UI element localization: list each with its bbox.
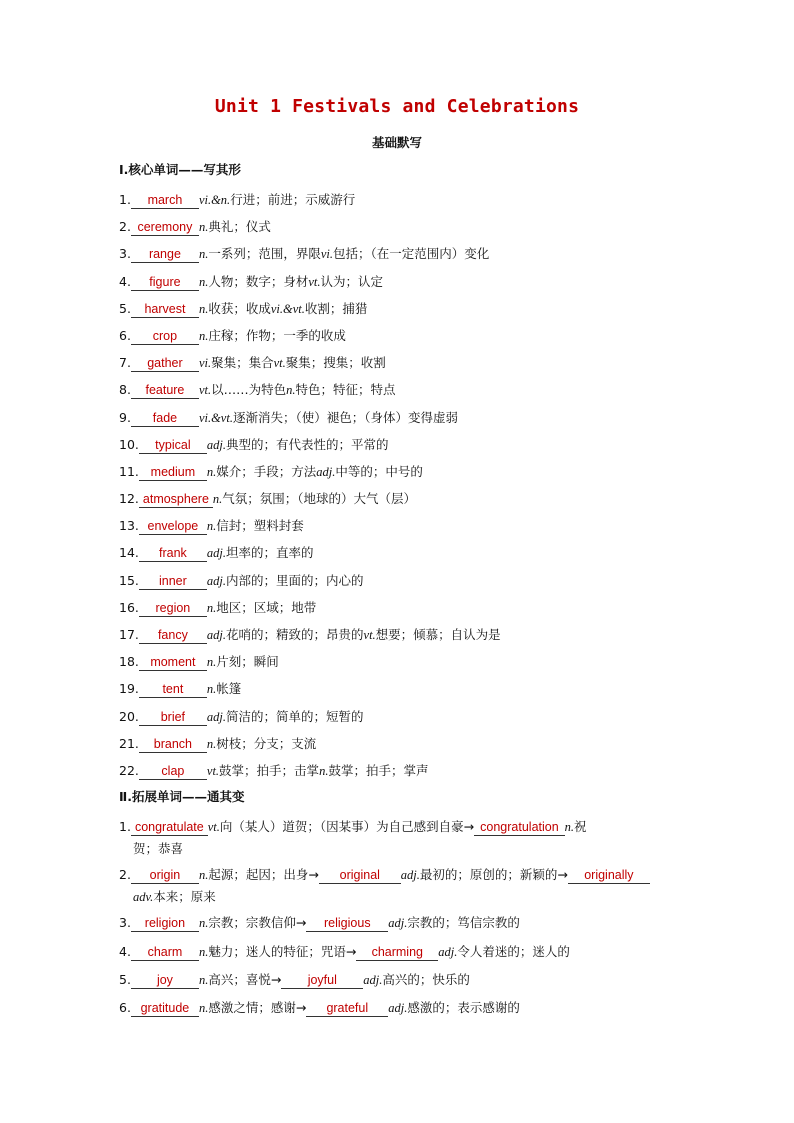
definition: 特色；特征；特点 (295, 382, 396, 398)
answer-blank-text: moment (150, 655, 196, 670)
answer-blank[interactable] (139, 438, 207, 454)
item-number: 10. (119, 436, 139, 452)
answer-blank[interactable] (139, 710, 207, 726)
answer-blank-text: joy (156, 972, 173, 987)
item-number: 3. (119, 246, 131, 262)
list-item (119, 861, 679, 909)
answer-blank-text: region (155, 600, 191, 615)
derived-answer-blank-text: religious (324, 916, 371, 931)
item-number: 1. (119, 819, 131, 834)
definition: 祝 (574, 819, 587, 834)
definition: 人物；数字；身材 (208, 273, 309, 289)
answer-blank[interactable] (131, 220, 199, 236)
list-item (119, 186, 679, 213)
derived-answer-blank-text: original (339, 868, 380, 883)
part-of-speech: n. (198, 301, 209, 316)
part-of-speech: n. (198, 247, 209, 262)
item-number: 11. (119, 463, 139, 479)
derived-answer-blank-text: originally (584, 868, 634, 883)
definition: 鼓掌；拍手；击掌 (219, 762, 320, 778)
definition: 高兴的；快乐的 (382, 971, 470, 987)
wrapped-line (119, 837, 679, 861)
part-of-speech: n. (564, 820, 575, 834)
answer-blank-text: range (148, 247, 181, 262)
item-number: 2. (119, 219, 131, 235)
list-item (119, 621, 679, 648)
definition: 感激之情；感谢→ (208, 1000, 307, 1016)
answer-blank-text: fade (152, 410, 178, 425)
section-heading-extended-words: Ⅱ.拓展单词——通其变 (119, 789, 245, 804)
answer-blank[interactable] (131, 275, 199, 291)
answer-blank[interactable] (131, 329, 199, 345)
item-number: 4. (119, 943, 131, 959)
answer-blank-text: fancy (157, 628, 188, 642)
definition: 典型的；有代表性的；平常的 (226, 436, 389, 452)
part-of-speech: n. (198, 220, 209, 235)
definition: 想要；倾慕；自认为是 (375, 627, 501, 642)
list-item (119, 539, 679, 566)
item-number: 1. (119, 192, 131, 207)
answer-blank-text: gratitude (140, 1001, 190, 1016)
part-of-speech: vi.&vt. (198, 410, 233, 425)
part-of-speech: vt. (206, 763, 220, 778)
part-of-speech: n. (198, 972, 209, 987)
answer-blank[interactable] (139, 655, 207, 671)
answer-blank[interactable] (131, 945, 199, 961)
answer-blank-text: ceremony (137, 220, 193, 235)
item-number: 9. (119, 409, 131, 425)
item-number: 14. (119, 545, 139, 561)
definition: 庄稼；作物；一季的收成 (208, 327, 346, 343)
definition: 感激的；表示感谢的 (407, 1000, 520, 1016)
derived-answer-blank[interactable] (306, 916, 388, 932)
derived-answer-blank[interactable] (319, 868, 401, 884)
item-number: 21. (119, 735, 139, 751)
list-item (119, 966, 679, 994)
part-of-speech: adj. (206, 709, 226, 724)
item-number: 3. (119, 915, 131, 931)
answer-blank-text: figure (149, 274, 181, 289)
list-item (119, 703, 679, 730)
part-of-speech: adj. (388, 1001, 408, 1016)
core-words-list (119, 186, 679, 784)
definition: 树枝；分支；支流 (216, 735, 317, 751)
answer-blank-text: gather (147, 356, 183, 371)
list-item (119, 994, 679, 1022)
part-of-speech: vt. (273, 356, 286, 371)
answer-blank-text: crop (152, 328, 178, 343)
derived-answer-blank-text: grateful (326, 1001, 369, 1016)
part-of-speech: adj. (206, 437, 226, 452)
derived-answer-blank[interactable] (568, 868, 650, 884)
part-of-speech: n. (206, 519, 217, 534)
item-number: 17. (119, 627, 139, 642)
part-of-speech: n. (319, 763, 329, 778)
part-of-speech: n. (212, 492, 223, 507)
derived-answer-blank-text: joyful (307, 972, 337, 987)
part-of-speech: vt. (198, 383, 212, 398)
answer-blank-text: congratulate (134, 820, 204, 834)
item-number: 6. (119, 1000, 131, 1016)
answer-blank-text: harvest (144, 301, 186, 316)
item-number: 8. (119, 382, 131, 398)
list-item (119, 431, 679, 458)
definition: 气氛；氛围；（地球的）大气（层） (222, 491, 417, 507)
definition: 起源；起因；出身→ (208, 867, 319, 883)
section-heading-core-words: Ⅰ.核心单词——写其形 (119, 162, 241, 177)
part-of-speech: n. (206, 464, 217, 479)
list-item (119, 675, 679, 702)
part-of-speech: vi. (198, 356, 212, 371)
answer-blank[interactable] (139, 737, 207, 753)
part-of-speech: n. (198, 1001, 209, 1016)
item-number: 20. (119, 708, 139, 724)
answer-blank-text: origin (149, 868, 181, 883)
answer-blank-text: frank (158, 546, 187, 561)
part-of-speech: n. (206, 600, 217, 615)
derived-answer-blank[interactable] (474, 820, 565, 836)
answer-blank[interactable] (131, 1001, 199, 1017)
answer-blank-text: march (147, 193, 183, 207)
definition: 信封；塑料封套 (216, 518, 304, 534)
answer-blank-text: atmosphere (142, 492, 209, 507)
list-item (119, 594, 679, 621)
answer-blank[interactable] (139, 601, 207, 617)
derived-answer-blank[interactable] (356, 945, 438, 961)
definition: 收割；捕猎 (304, 300, 368, 316)
definition: 媒介；手段；方法 (216, 463, 317, 479)
definition: 令人着迷的；迷人的 (457, 943, 570, 959)
answer-blank[interactable] (139, 492, 213, 508)
item-number: 12. (119, 491, 139, 507)
definition: 地区；区域；地带 (216, 599, 317, 615)
part-of-speech: adj. (363, 972, 383, 987)
definition: 本来；原来 (153, 889, 216, 905)
list-item (119, 458, 679, 485)
definition: 贺；恭喜 (133, 841, 184, 857)
answer-blank[interactable] (131, 356, 199, 372)
list-item (119, 757, 679, 784)
part-of-speech: adj. (316, 464, 336, 479)
definition: 宗教；宗教信仰→ (208, 915, 307, 931)
derived-answer-blank[interactable] (281, 973, 363, 989)
definition: 聚集；集合 (211, 355, 274, 371)
answer-blank[interactable] (139, 628, 207, 644)
definition: 一系列；范围，界限 (208, 246, 321, 262)
answer-blank-text: clap (161, 763, 185, 778)
item-number: 5. (119, 300, 131, 316)
definition: 典礼；仪式 (208, 219, 271, 235)
answer-blank-text: tent (162, 682, 184, 697)
item-number: 16. (119, 599, 139, 615)
wrapped-line (119, 885, 679, 909)
item-number: 7. (119, 355, 131, 371)
item-number: 6. (119, 327, 131, 343)
answer-blank[interactable] (139, 465, 207, 481)
answer-blank[interactable] (139, 574, 207, 590)
answer-blank[interactable] (139, 546, 207, 562)
answer-blank[interactable] (131, 916, 199, 932)
definition: 包括；（在一定范围内）变化 (332, 246, 490, 262)
definition: 认为；认定 (320, 273, 383, 289)
definition: 魅力；迷人的特征；咒语→ (208, 943, 357, 959)
part-of-speech: n. (198, 944, 209, 959)
definition: 逐渐消失；（使）褪色；（身体）变得虚弱 (232, 409, 458, 425)
item-number: 13. (119, 518, 139, 534)
definition: 帐篷 (216, 681, 242, 697)
definition: 收获；收成 (208, 300, 271, 316)
definition: 聚集；搜集；收割 (285, 355, 386, 371)
list-item (119, 376, 679, 403)
list-item (119, 485, 679, 512)
definition: 内部的；里面的；内心的 (226, 572, 364, 588)
answer-blank[interactable] (139, 519, 207, 535)
part-of-speech: adj. (388, 916, 408, 931)
list-item (119, 938, 679, 966)
derived-answer-blank-text: charming (371, 944, 423, 959)
part-of-speech: n. (206, 655, 217, 670)
answer-blank[interactable] (131, 302, 199, 318)
part-of-speech: vi.&vt. (270, 301, 305, 316)
answer-blank[interactable] (131, 247, 199, 263)
part-of-speech: n. (198, 916, 209, 931)
answer-blank[interactable] (131, 193, 199, 209)
answer-blank-text: medium (150, 464, 196, 479)
part-of-speech: adj. (206, 546, 226, 561)
page-title: Unit 1 Festivals and Celebrations (214, 96, 580, 117)
item-number: 19. (119, 681, 139, 697)
part-of-speech: n. (286, 383, 296, 398)
part-of-speech: n. (198, 274, 209, 289)
answer-blank-text: religion (144, 916, 186, 931)
list-item (119, 909, 679, 937)
answer-blank[interactable] (139, 764, 207, 780)
list-item (119, 404, 679, 431)
definition: 向（某人）道贺；（因某事）为自己感到自豪→ (219, 819, 475, 834)
list-item (119, 512, 679, 539)
answer-blank-text: typical (155, 437, 191, 452)
answer-blank-text: charm (147, 944, 183, 959)
list-item (119, 322, 679, 349)
list-item (119, 648, 679, 675)
item-number: 4. (119, 273, 131, 289)
item-number: 15. (119, 572, 139, 588)
definition: 行进；前进；示威游行 (230, 192, 356, 207)
part-of-speech: vt. (207, 820, 220, 834)
part-of-speech: adj. (400, 868, 420, 883)
page-subtitle: 基础默写 (371, 135, 422, 150)
answer-blank-text: brief (160, 709, 186, 724)
answer-blank[interactable] (139, 682, 207, 698)
part-of-speech: adv. (133, 890, 154, 905)
list-item (119, 567, 679, 594)
part-of-speech: n. (206, 682, 217, 697)
part-of-speech: n. (198, 868, 209, 883)
part-of-speech: vt. (308, 274, 321, 289)
answer-blank[interactable] (131, 383, 199, 399)
list-item (119, 240, 679, 267)
answer-blank[interactable] (131, 820, 208, 836)
answer-blank-text: feature (145, 383, 185, 398)
part-of-speech: vi.&n. (198, 193, 231, 207)
item-number: 2. (119, 867, 131, 883)
item-number: 5. (119, 971, 131, 987)
derived-answer-blank[interactable] (306, 1001, 388, 1017)
answer-blank[interactable] (131, 868, 199, 884)
part-of-speech: adj. (206, 573, 226, 588)
answer-blank-text: inner (158, 573, 187, 588)
list-item (119, 268, 679, 295)
item-number: 22. (119, 762, 139, 778)
definition: 宗教的；笃信宗教的 (407, 915, 520, 931)
derived-answer-blank-text: congratulation (480, 820, 559, 834)
extended-words-list (119, 813, 679, 1022)
definition: 高兴；喜悦→ (208, 971, 282, 987)
list-item (119, 295, 679, 322)
answer-blank[interactable] (131, 973, 199, 989)
list-item (119, 349, 679, 376)
part-of-speech: adj. (438, 944, 458, 959)
definition: 简洁的；简单的；短暂的 (226, 708, 364, 724)
list-item (119, 213, 679, 240)
answer-blank-text: envelope (147, 519, 199, 534)
part-of-speech: adj. (206, 628, 226, 642)
part-of-speech: n. (206, 736, 217, 751)
definition: 坦率的；直率的 (226, 545, 314, 561)
list-item (119, 813, 679, 861)
definition: 片刻；瞬间 (216, 654, 279, 670)
definition: 以……为特色 (211, 382, 287, 398)
part-of-speech: n. (198, 328, 209, 343)
definition: 中等的；中号的 (335, 463, 423, 479)
answer-blank-text: branch (153, 736, 192, 751)
part-of-speech: vi. (320, 247, 333, 262)
definition: 鼓掌；拍手；掌声 (328, 762, 429, 778)
list-item (119, 730, 679, 757)
answer-blank[interactable] (131, 411, 199, 427)
definition: 花哨的；精致的；昂贵的 (226, 627, 364, 642)
item-number: 18. (119, 654, 139, 670)
part-of-speech: vt. (363, 628, 376, 642)
definition: 最初的；原创的；新颖的→ (419, 867, 568, 883)
